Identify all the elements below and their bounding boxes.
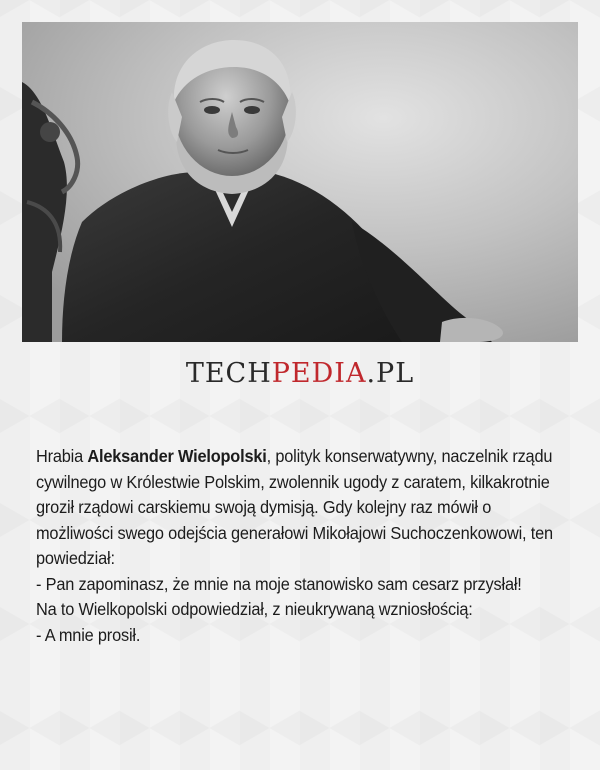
anecdote-paragraph	[36, 444, 566, 572]
anecdote-reply-intro: Na to Wielkopolski odpowiedział, z nieukrywaną wzniosłością:	[36, 599, 473, 619]
anecdote-person-name: Aleksander Wielopolski	[87, 446, 267, 466]
logo-tech: TECH	[185, 358, 272, 389]
anecdote-quote-general: - Pan zapominasz, że mnie na moje stanowisko sam cesarz przysłał!	[36, 573, 522, 594]
anecdote-text	[36, 444, 566, 648]
portrait-photo	[22, 22, 578, 342]
techpedia-logo	[0, 356, 600, 392]
logo-pedia: PEDIA	[271, 358, 367, 389]
portrait-illustration	[22, 22, 578, 342]
anecdote-quote-reply: - A mnie prosił.	[36, 624, 141, 645]
anecdote-body: , polityk konserwatywny, naczelnik rządu cywilnego w Królestwie Polskim, zwolennik ugody z caratem, kilkakrotnie groził rządowi carskiemu swoją dymisją. Gdy kolejny raz mówił o możliwości swego odejścia generałowi Mikołajowi Suchoczenkowowi, ten powiedział:	[36, 446, 553, 568]
logo-domain: .PL	[366, 358, 415, 389]
anecdote-intro: Hrabia	[36, 446, 88, 466]
